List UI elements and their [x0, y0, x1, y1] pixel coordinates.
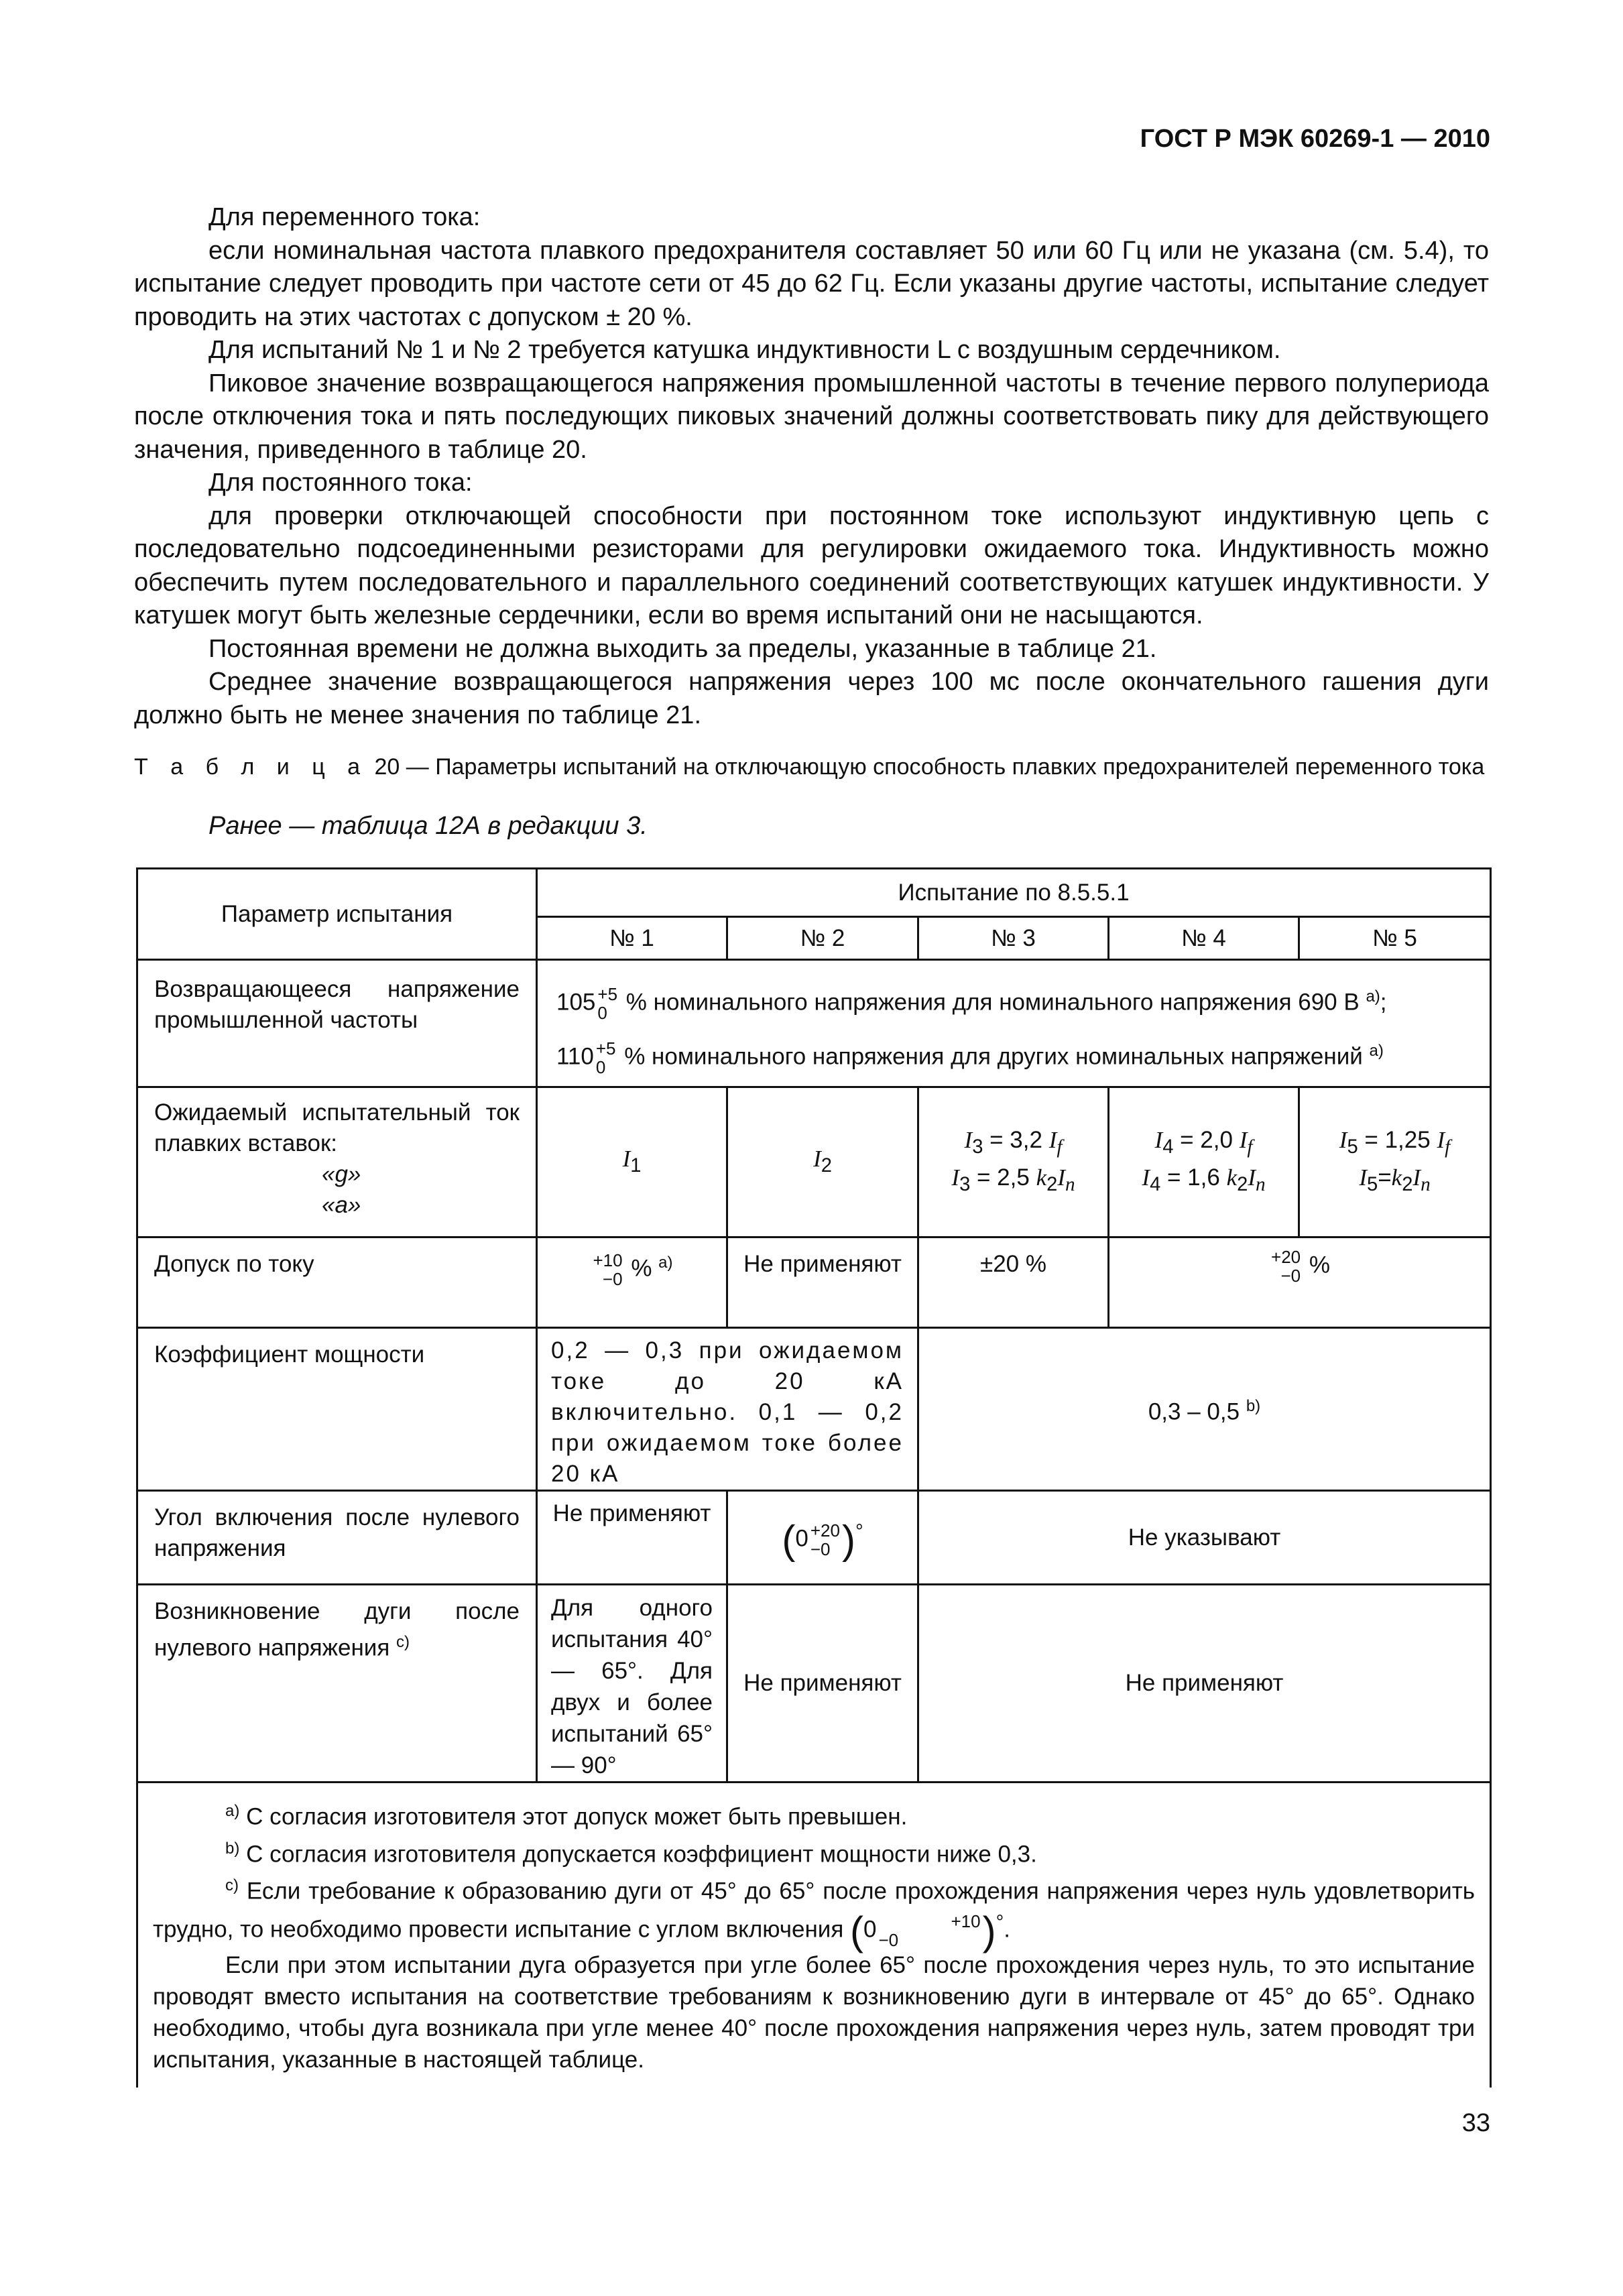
row-label: Коэффициент мощности	[137, 1328, 537, 1491]
table-caption-label: Т а б л и ц а	[134, 754, 369, 780]
table-footnotes	[137, 1783, 1491, 2088]
test-number-5: № 5	[1299, 917, 1491, 960]
table-previous-edition-note: Ранее — таблица 12А в редакции 3.	[208, 812, 648, 840]
row-label: Угол включения после нулевого напряжения	[137, 1491, 537, 1585]
paragraph: Для постоянного тока:	[208, 469, 473, 497]
test-number-1: № 1	[537, 917, 727, 960]
paragraph: для проверки отключающей способности при постоянном токе используют индуктивную цепь с последовательно подсоединенными резисторами для регулировки ожидаемого тока. Индуктивность можно обеспечить путем последовательного и параллельного соединений соответствующих катушек индуктивности. У катушек могут быть железные сердечники, если во время испытаний они не насыщаются.	[134, 501, 1489, 629]
voltage-line-other: 110 +5 0 % номинального напряжения для других номинальных напряжений $^{a)}$	[556, 1038, 1384, 1078]
test-parameters-table	[136, 867, 1492, 2088]
row-recovery-voltage	[137, 960, 1491, 1087]
paragraph: если номинальная частота плавкого предохранителя составляет 50 или 60 Гц или не указана (см. 5.4), то испытание следует проводить при частоте сети от 45 до 62 Гц. Если указаны другие частоты, испытание следует проводить на этих частотах с допуском ± 20 %.	[134, 236, 1489, 331]
tolerance-test-4-5: +20 −0 %	[1109, 1237, 1491, 1328]
power-factor-test-1-2: 0,2 — 0,3 при ожидаемом токе до 20 кА включительно. 0,1 — 0,2 при ожидаемом токе более 20 кА	[537, 1328, 918, 1491]
row-arc-initiation	[137, 1585, 1491, 1783]
test-header-cell	[537, 869, 1491, 917]
row-power-factor	[137, 1328, 1491, 1491]
row-label: Ожидаемый испытательный ток плавких вставок: «g» «a»	[137, 1087, 537, 1237]
angle-test-2: (0 +20 −0 )°	[727, 1491, 918, 1585]
tolerance-test-1: +10 −0 % $^{a)}$	[537, 1237, 727, 1328]
page-number: 33	[1461, 2109, 1490, 2137]
footnote-extra: Если при этом испытании дуга образуется при угле более 65° после прохождения через нуль, то это испытание проводят вместо испытания на соответствие требованиям к возникновению дуги в интервале от 45° до 65°. Однако необходимо, чтобы дуга возникала при угле менее 40° после прохождения напряжения через нуль, затем проводят три испытания, указанные в настоящей таблице.	[153, 1952, 1475, 2073]
paragraph: Для испытаний № 1 и № 2 требуется катушка индуктивности L с воздушным сердечником.	[208, 336, 1281, 364]
current-test-1: $I_1$	[537, 1087, 727, 1237]
arc-test-1: Для одного испытания 40° — 65°. Для двух и более испытаний 65° — 90°	[537, 1585, 727, 1783]
param-header: Параметр испытания	[221, 900, 453, 927]
footnote-c: $^{c)}$ Если требование к образованию дуги от 45° до 65° после прохождения напряжения через нуль удовлетворить трудно, то необходимо провести испытание с углом включения (0 +10 −0 )°.	[153, 1876, 1475, 1953]
footnote-b: $^{b)}$ С согласия изготовителя допускается коэффициент мощности ниже 0,3.	[225, 1839, 1037, 1868]
tolerance-test-2: Не применяют	[727, 1237, 918, 1328]
test-header: Испытание по 8.5.5.1	[898, 879, 1130, 906]
row-label: Возникновение дуги после нулевого напряжения $^{c)}$	[137, 1585, 537, 1783]
table-caption	[134, 752, 1489, 782]
document-header: ГОСТ Р МЭК 60269-1 — 2010	[1140, 125, 1490, 153]
paragraph: Пиковое значение возвращающегося напряжения промышленной частоты в течение первого полупериода после отключения тока и пять последующих пиковых значений должны соответствовать пику для действующего значения, приведенного в таблице 20.	[134, 369, 1489, 464]
row-switching-angle	[137, 1491, 1491, 1585]
arc-test-2: Не применяют	[727, 1585, 918, 1783]
test-number-4: № 4	[1109, 917, 1299, 960]
row-prospective-current	[137, 1087, 1491, 1237]
arc-test-3-5: Не применяют	[918, 1585, 1491, 1783]
test-number-2: № 2	[727, 917, 918, 960]
power-factor-test-3-5: 0,3 – 0,5 $^{b)}$	[918, 1328, 1491, 1491]
voltage-line-690: 105 +5 0 % номинального напряжения для номинального напряжения 690 В $^{a)}$;	[556, 984, 1387, 1024]
table-header-row	[137, 869, 1491, 917]
row-current-tolerance	[137, 1237, 1491, 1328]
paragraph: Среднее значение возвращающегося напряжения через 100 мс после окончательного гашения дуги должно быть не менее значения по таблице 21.	[134, 668, 1489, 729]
paragraph: Постоянная времени не должна выходить за пределы, указанные в таблице 21.	[208, 634, 1157, 663]
test-number-3: № 3	[918, 917, 1109, 960]
current-test-4: $I_4 = 2,0$ $I_f$ $I_4 = 1,6$ $k_2I_n$	[1109, 1087, 1299, 1237]
tolerance-test-3: ±20 %	[918, 1237, 1109, 1328]
voltage-value-cell	[537, 960, 1491, 1087]
angle-test-3-5: Не указывают	[918, 1491, 1491, 1585]
angle-test-1: Не применяют	[537, 1491, 727, 1585]
row-label: Возвращающееся напряжение промышленной частоты	[137, 960, 537, 1087]
current-test-3: $I_3 = 3,2$ $I_f$ $I_3 = 2,5$ $k_2I_n$	[918, 1087, 1109, 1237]
current-test-2: $I_2$	[727, 1087, 918, 1237]
footnote-a: $^{a)}$ С согласия изготовителя этот допуск может быть превышен.	[225, 1802, 908, 1830]
paragraph: Для переменного тока:	[208, 203, 481, 231]
table-caption-text: 20 — Параметры испытаний на отключающую способность плавких предохранителей переменного тока	[374, 754, 1485, 780]
table-footnotes-row	[137, 1783, 1491, 2088]
param-header-cell	[137, 869, 537, 960]
body-text	[134, 201, 1489, 732]
current-test-5: $I_5 = 1,25$ $I_f$ $I_5=k_2I_n$	[1299, 1087, 1491, 1237]
row-label: Допуск по току	[137, 1237, 537, 1328]
